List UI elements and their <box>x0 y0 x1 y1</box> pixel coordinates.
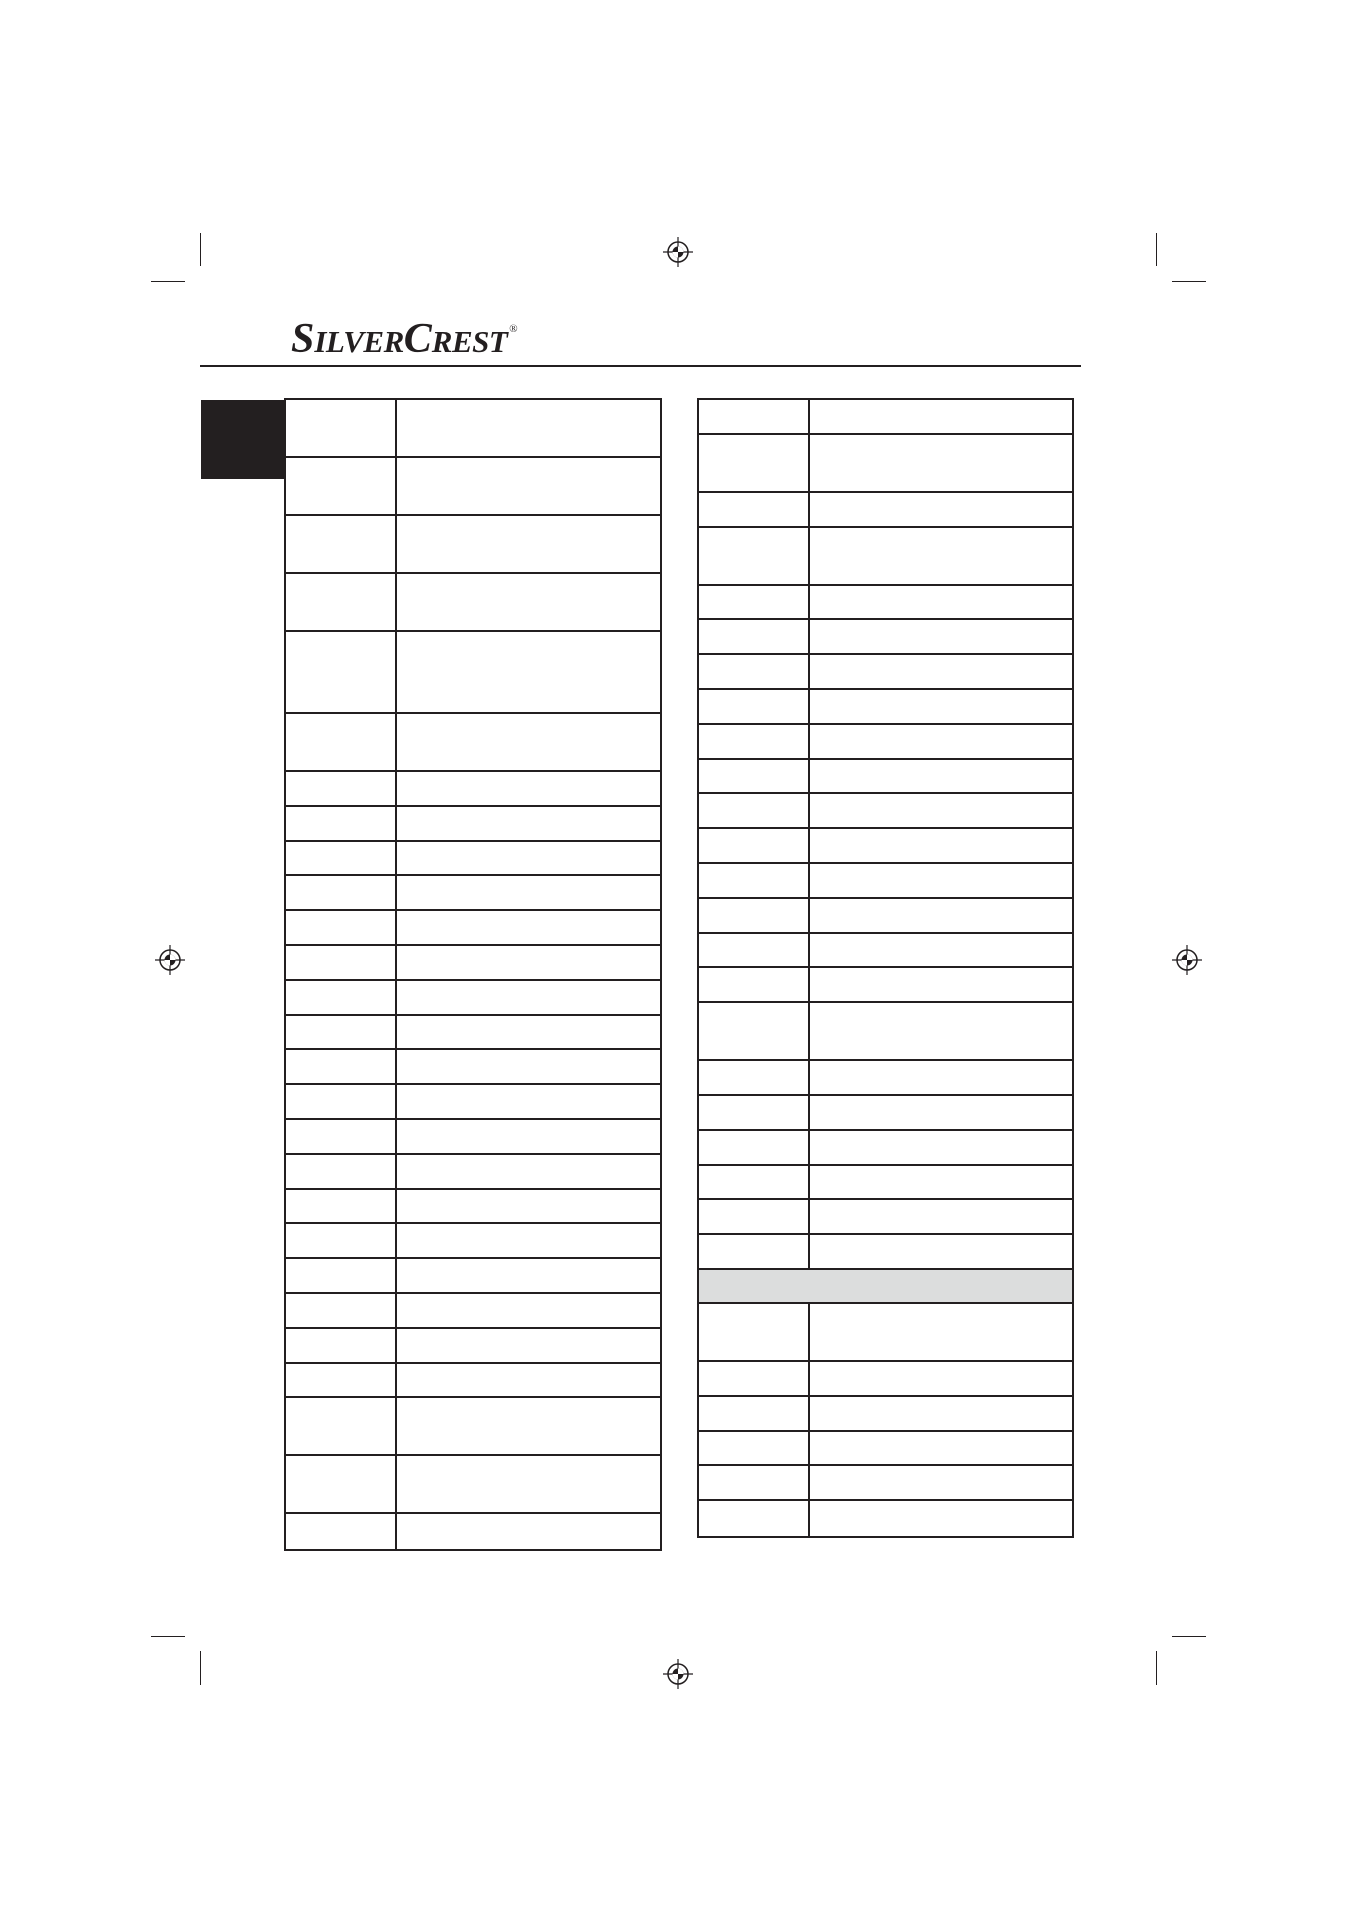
table-cell-definition <box>810 528 1072 584</box>
table-row <box>286 1294 660 1329</box>
table-cell-term <box>286 911 397 944</box>
table-cell-term <box>699 899 810 932</box>
header-rule <box>200 365 1081 367</box>
table-cell-definition <box>397 842 660 875</box>
table-cell-definition <box>397 574 660 630</box>
table-row <box>699 528 1072 586</box>
table-cell-term <box>699 1096 810 1129</box>
table-cell-definition <box>397 946 660 979</box>
table-cell-definition <box>810 655 1072 688</box>
table-cell-definition <box>699 1270 1072 1302</box>
table-cell-term <box>286 1398 397 1454</box>
table-cell-definition <box>810 493 1072 526</box>
table-cell-term <box>699 1235 810 1268</box>
table-row <box>699 829 1072 864</box>
table-row <box>286 876 660 911</box>
brand-logo: SILVERCREST ® <box>291 316 518 362</box>
table-row <box>286 516 660 574</box>
table-row <box>286 1120 660 1155</box>
table-cell-term <box>286 876 397 909</box>
table-cell-definition <box>397 807 660 840</box>
left-table <box>284 398 662 1551</box>
table-cell-definition <box>810 1200 1072 1233</box>
crop-mark <box>1156 233 1157 266</box>
table-row <box>699 690 1072 725</box>
table-cell-definition <box>397 1190 660 1223</box>
table-row <box>286 1398 660 1456</box>
table-row <box>699 655 1072 690</box>
table-cell-definition <box>397 1120 660 1153</box>
table-row <box>286 458 660 516</box>
table-row <box>286 1016 660 1051</box>
table-cell-definition <box>810 794 1072 827</box>
table-cell-term <box>286 981 397 1014</box>
table-cell-definition <box>810 690 1072 723</box>
table-row <box>699 1304 1072 1362</box>
table-cell-term <box>286 946 397 979</box>
table-cell-term <box>286 714 397 770</box>
table-cell-definition <box>397 1294 660 1327</box>
table-cell-definition <box>810 620 1072 653</box>
table-cell-definition <box>810 829 1072 862</box>
crop-mark <box>1172 1636 1206 1637</box>
table-row <box>699 760 1072 795</box>
table-cell-term <box>286 516 397 572</box>
table-cell-definition <box>397 1456 660 1512</box>
table-row <box>286 911 660 946</box>
table-cell-definition <box>810 1304 1072 1360</box>
table-row <box>699 1096 1072 1131</box>
crop-mark <box>151 1636 185 1637</box>
table-row <box>286 842 660 877</box>
registration-mark-icon <box>663 1659 693 1689</box>
crop-mark <box>151 281 185 282</box>
table-row <box>286 574 660 632</box>
table-cell-definition <box>810 760 1072 793</box>
crop-mark <box>1172 281 1206 282</box>
table-cell-term <box>699 829 810 862</box>
table-section-row <box>699 1270 1072 1304</box>
table-cell-definition <box>810 725 1072 758</box>
table-cell-term <box>699 794 810 827</box>
table-cell-term <box>699 690 810 723</box>
table-cell-definition <box>810 1466 1072 1499</box>
table-row <box>286 1155 660 1190</box>
crop-mark <box>200 233 201 266</box>
table-cell-term <box>286 1364 397 1397</box>
table-cell-definition <box>397 1398 660 1454</box>
table-cell-term <box>699 1432 810 1465</box>
table-cell-definition <box>810 864 1072 897</box>
table-cell-definition <box>397 1364 660 1397</box>
table-cell-term <box>699 1200 810 1233</box>
table-cell-term <box>286 1259 397 1292</box>
table-cell-term <box>699 493 810 526</box>
table-cell-definition <box>397 1050 660 1083</box>
table-cell-term <box>699 864 810 897</box>
table-row <box>699 1432 1072 1467</box>
table-row <box>699 1501 1072 1536</box>
table-row <box>699 493 1072 528</box>
table-cell-definition <box>397 911 660 944</box>
table-cell-definition <box>397 516 660 572</box>
crop-mark <box>1156 1651 1157 1685</box>
table-cell-definition <box>810 586 1072 619</box>
table-cell-definition <box>397 1259 660 1292</box>
table-row <box>286 400 660 458</box>
table-cell-term <box>286 1085 397 1118</box>
table-cell-term <box>699 435 810 491</box>
table-cell-term <box>286 1456 397 1512</box>
table-cell-term <box>699 1131 810 1164</box>
table-row <box>286 772 660 807</box>
table-row <box>699 620 1072 655</box>
table-cell-term <box>699 725 810 758</box>
table-row <box>699 934 1072 969</box>
table-cell-definition <box>810 1501 1072 1536</box>
table-row <box>699 400 1072 435</box>
table-cell-term <box>286 632 397 712</box>
table-row <box>699 1131 1072 1166</box>
table-cell-term <box>699 1061 810 1094</box>
table-row <box>699 1466 1072 1501</box>
table-cell-term <box>699 934 810 967</box>
table-row <box>699 1166 1072 1201</box>
crop-mark <box>200 1651 201 1685</box>
table-cell-term <box>286 1224 397 1257</box>
table-row <box>699 586 1072 621</box>
table-row <box>699 1362 1072 1397</box>
table-row <box>286 1514 660 1549</box>
table-row <box>699 899 1072 934</box>
table-cell-term <box>286 772 397 805</box>
table-row <box>286 946 660 981</box>
table-row <box>286 1259 660 1294</box>
table-cell-term <box>286 458 397 514</box>
table-row <box>699 1235 1072 1270</box>
table-cell-term <box>286 1190 397 1223</box>
table-cell-term <box>699 1166 810 1199</box>
table-row <box>699 1200 1072 1235</box>
table-cell-term <box>286 807 397 840</box>
table-cell-term <box>286 1294 397 1327</box>
table-row <box>286 981 660 1016</box>
registration-mark-icon <box>1172 945 1202 975</box>
table-cell-definition <box>397 772 660 805</box>
table-cell-term <box>286 1329 397 1362</box>
table-cell-definition <box>397 1514 660 1549</box>
table-row <box>699 968 1072 1003</box>
table-cell-definition <box>810 968 1072 1001</box>
table-cell-term <box>286 1016 397 1049</box>
table-cell-definition <box>397 714 660 770</box>
table-row <box>699 1003 1072 1061</box>
table-cell-definition <box>397 1085 660 1118</box>
table-cell-definition <box>810 1235 1072 1268</box>
table-row <box>699 1061 1072 1096</box>
table-cell-term <box>286 1514 397 1549</box>
table-cell-definition <box>397 981 660 1014</box>
table-cell-term <box>699 1501 810 1536</box>
language-tab <box>201 400 285 479</box>
table-row <box>286 1085 660 1120</box>
table-cell-definition <box>397 1329 660 1362</box>
table-cell-term <box>699 1003 810 1059</box>
table-row <box>286 1190 660 1225</box>
table-cell-term <box>699 1397 810 1430</box>
table-row <box>699 794 1072 829</box>
table-cell-definition <box>810 1432 1072 1465</box>
table-row <box>286 1050 660 1085</box>
table-cell-term <box>699 760 810 793</box>
table-cell-definition <box>810 1061 1072 1094</box>
table-cell-term <box>699 586 810 619</box>
registration-mark-icon <box>663 237 693 267</box>
table-cell-definition <box>810 934 1072 967</box>
table-cell-definition <box>397 876 660 909</box>
table-cell-definition <box>397 458 660 514</box>
table-cell-definition <box>810 400 1072 433</box>
table-cell-definition <box>810 435 1072 491</box>
table-cell-definition <box>397 1155 660 1188</box>
table-cell-term <box>699 655 810 688</box>
table-cell-definition <box>810 899 1072 932</box>
table-row <box>286 714 660 772</box>
table-row <box>699 725 1072 760</box>
table-row <box>286 807 660 842</box>
table-cell-term <box>699 1304 810 1360</box>
table-cell-definition <box>810 1362 1072 1395</box>
table-row <box>699 435 1072 493</box>
table-cell-term <box>699 1466 810 1499</box>
table-cell-definition <box>397 1016 660 1049</box>
table-cell-definition <box>397 632 660 712</box>
table-cell-term <box>699 620 810 653</box>
table-cell-term <box>286 400 397 456</box>
registration-mark-icon <box>155 945 185 975</box>
table-cell-term <box>286 1120 397 1153</box>
table-cell-term <box>699 528 810 584</box>
table-cell-term <box>286 574 397 630</box>
table-row <box>286 1224 660 1259</box>
table-row <box>286 632 660 714</box>
table-row <box>286 1456 660 1514</box>
table-cell-definition <box>810 1397 1072 1430</box>
table-cell-definition <box>810 1166 1072 1199</box>
table-cell-term <box>699 400 810 433</box>
table-cell-term <box>286 842 397 875</box>
table-row <box>699 1397 1072 1432</box>
table-cell-definition <box>810 1096 1072 1129</box>
table-row <box>286 1329 660 1364</box>
table-cell-term <box>286 1050 397 1083</box>
table-cell-term <box>699 1362 810 1395</box>
table-cell-definition <box>810 1131 1072 1164</box>
table-cell-definition <box>397 400 660 456</box>
table-cell-definition <box>810 1003 1072 1059</box>
table-cell-definition <box>397 1224 660 1257</box>
table-row <box>699 864 1072 899</box>
right-table <box>697 398 1074 1538</box>
table-cell-term <box>699 968 810 1001</box>
table-row <box>286 1364 660 1399</box>
table-cell-term <box>286 1155 397 1188</box>
